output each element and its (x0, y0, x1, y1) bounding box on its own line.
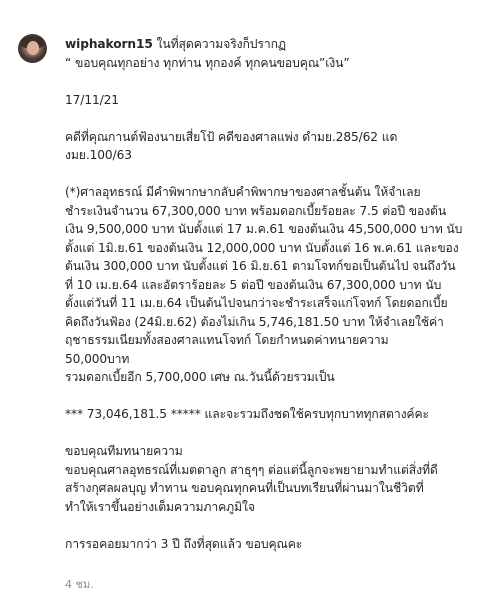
comment-line: ชำระเงินจำนวน 67,300,000 บาท พร้อมดอกเบี้ยร้อยละ 7.5 ต่อปี ของต้น (65, 203, 447, 218)
comment-line: งมย.100/63 (65, 148, 132, 162)
comment-line: (*)ศาลอุทธรณ์ มีคำพิพากษากลับคำพิพากษาของศาลชั้นต้น ให้จำเลย (65, 185, 421, 199)
comment-line (65, 516, 485, 535)
comment-line: คิดถึงวันฟ้อง (24มิ.ย.62) ต้องไม่เกิน 5,746,181.50 บาท ให้จำเลยใช้ค่า (65, 314, 444, 329)
comment-header (65, 35, 485, 54)
comment-line: ขอบคุณศาลอุทธรณ์ที่เมตตาลูก สาธุๆๆ ต่อแต่นี้ลูกจะพยายามทำแต่สิ่งที่ดี (65, 462, 438, 477)
avatar-face (27, 41, 39, 55)
comment-line: เงิน 9,500,000 บาท นับตั้งแต่ 17 ม.ค.61 ของต้นเงิน 45,500,000 บาท นับ (65, 222, 463, 236)
comment-line: รวมดอกเบี้ยอีก 5,700,000 เศษ ณ.วันนี้ด้วยรวมเป็น (65, 370, 335, 384)
comment-line (65, 387, 485, 406)
comment-line: ที่ 10 เม.ย.64 และอัตราร้อยละ 5 ต่อปี ของต้นเงิน 67,300,000 บาท นับ (65, 277, 442, 292)
timestamp[interactable]: 4 ชม. (65, 578, 94, 591)
comment-line (65, 109, 485, 128)
comment-line: ขอบคุณทีมทนายความ (65, 444, 183, 458)
comment-line: สร้างกุศลผลบุญ ทำทาน ขอบคุณทุกคนที่เป็นบทเรียนที่ผ่านมาในชีวิตที่ (65, 481, 424, 495)
comment-header-text: ในที่สุดความจริงก็ปรากฏ (152, 37, 286, 51)
comment-text (65, 54, 485, 554)
comment-line: “ ขอบคุณทุกอย่าง ทุกท่าน ทุกองค์ ทุกคนขอบคุณ”เงิน” (65, 55, 350, 70)
comment-line (65, 424, 485, 443)
username-link[interactable]: wiphakorn15 (65, 37, 153, 51)
comment-body (65, 35, 485, 593)
comment-line: 50,000บาท (65, 351, 130, 366)
comment-line: ทำให้เราขึ้นอย่างเต็มความภาคภูมิใจ (65, 499, 255, 514)
comment-line (65, 165, 485, 184)
comment-line: ฤชาธรรมเนียมทั้งสองศาลแทนโจทก์ โดยกำหนดค่าทนายความ (65, 333, 389, 347)
comment-line: ตั้งแต่ 1มิ.ย.61 ของต้นเงิน 12,000,000 บาท นับตั้งแต่ 16 พ.ค.61 และของ (65, 240, 459, 255)
comment-line (65, 72, 485, 91)
comment-line: ต้นเงิน 300,000 บาท นับตั้งแต่ 16 มิ.ย.61 ตามโจทก์ขอเป็นต้นไป จนถึงวัน (65, 259, 456, 273)
comment-line: ตั้งแต่วันที่ 11 เม.ย.64 เป็นต้นไปจนกว่าจะชำระเสร็จแก่โจทก์ โดยดอกเบี้ย (65, 296, 448, 310)
avatar[interactable] (18, 34, 47, 63)
comment-line: *** 73,046,181.5 ***** และจะรวมถึงชดใช้ครบทุกบาททุกสตางค์คะ (65, 407, 429, 421)
comment-line: คดีที่คุณกานต์ฟ้องนายเสี่ยโป้ คดีของศาลแพ่ง ดำมย.285/62 แด (65, 129, 398, 144)
comment-line: การรอคอยมากว่า 3 ปี ถึงที่สุดแล้ว ขอบคุณคะ (65, 536, 303, 551)
comment-line: 17/11/21 (65, 92, 119, 107)
